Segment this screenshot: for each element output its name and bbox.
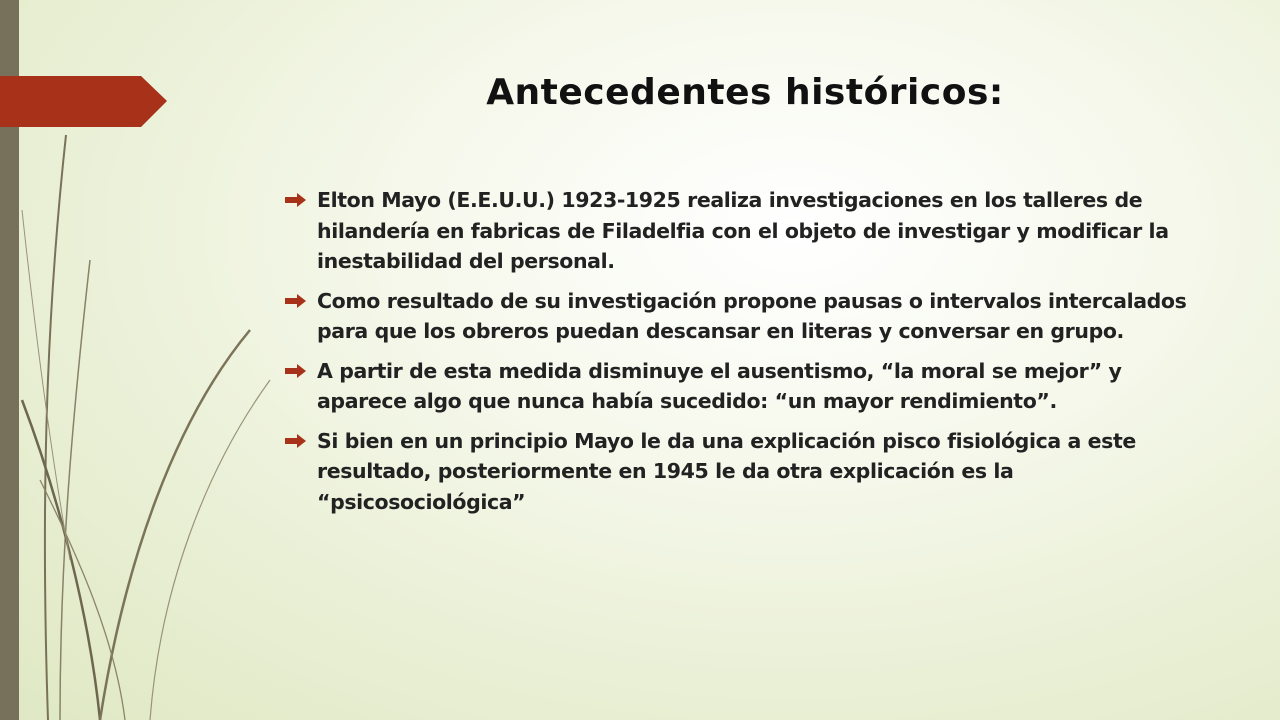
arrow-bullet-icon xyxy=(285,434,307,448)
bullet-item xyxy=(282,426,1207,518)
bullet-item xyxy=(282,185,1207,277)
bullet-item xyxy=(282,356,1207,417)
bullet-item xyxy=(282,286,1207,347)
accent-arrow-shape xyxy=(0,0,170,720)
bullet-text: Como resultado de su investigación propone pausas o intervalos intercalados para que los obreros puedan descansar en literas y conversar en grupo. xyxy=(317,288,1187,343)
arrow-bullet-icon xyxy=(285,294,307,308)
bullet-text: Si bien en un principio Mayo le da una explicación pisco fisiológica a este resultado, posteriormente en 1945 le da otra explicación es la “psicosociológica” xyxy=(317,428,1136,514)
bullet-list xyxy=(282,185,1207,526)
arrow-bullet-icon xyxy=(285,193,307,207)
arrow-bullet-icon xyxy=(285,364,307,378)
bullet-text: Elton Mayo (E.E.U.U.) 1923-1925 realiza investigaciones en los talleres de hilandería en fabricas de Filadelfia con el objeto de investigar y modificar la inestabilidad del personal. xyxy=(317,188,1169,273)
bullet-text: A partir de esta medida disminuye el ausentismo, “la moral se mejor” y aparece algo que nunca había sucedido: “un mayor rendimiento”. xyxy=(317,358,1122,413)
slide-title: Antecedentes históricos: xyxy=(486,72,1004,113)
